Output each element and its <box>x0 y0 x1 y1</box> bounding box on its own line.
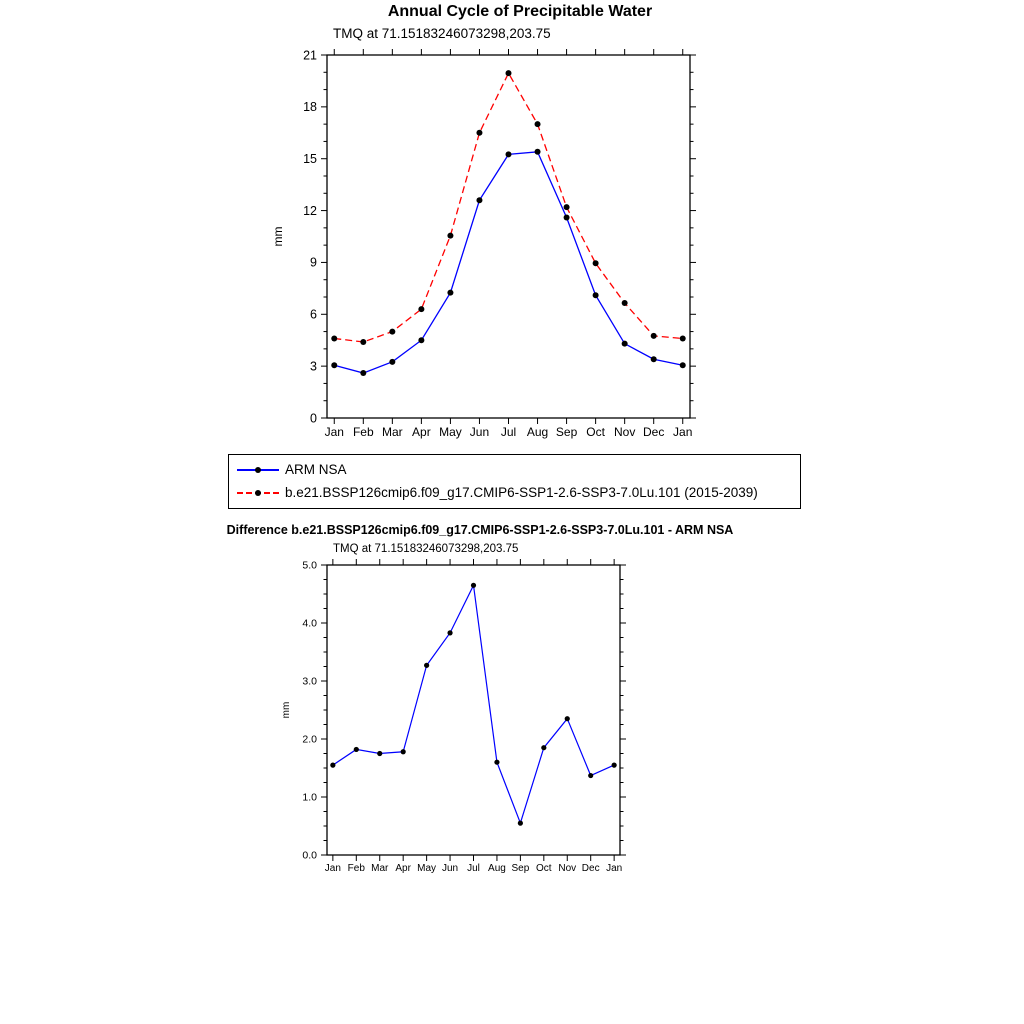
svg-text:mm: mm <box>281 701 292 719</box>
svg-text:Jun: Jun <box>441 863 459 874</box>
svg-text:Jan: Jan <box>606 863 623 874</box>
svg-text:Jan: Jan <box>324 863 341 874</box>
svg-text:0: 0 <box>310 411 317 426</box>
svg-text:3.0: 3.0 <box>302 675 317 688</box>
svg-text:2.0: 2.0 <box>302 733 317 746</box>
svg-text:12: 12 <box>303 203 317 218</box>
svg-text:Jul: Jul <box>467 863 480 874</box>
svg-text:0.0: 0.0 <box>302 849 317 862</box>
svg-text:Oct: Oct <box>536 863 552 874</box>
annual-cycle-chart <box>260 45 710 445</box>
chart2-title: Difference b.e21.BSSP126cmip6.f09_g17.CMIP6-SSP1-2.6-SSP3-7.0Lu.101 - ARM NSA <box>226 523 734 537</box>
svg-text:15: 15 <box>303 151 317 166</box>
svg-text:mm: mm <box>271 226 285 247</box>
svg-text:Sep: Sep <box>555 425 578 439</box>
svg-text:9: 9 <box>310 255 317 270</box>
svg-text:Apr: Apr <box>395 863 411 874</box>
legend-item-model <box>229 481 800 504</box>
svg-text:Nov: Nov <box>613 425 636 439</box>
legend-label-arm-nsa: ARM NSA <box>285 462 347 477</box>
legend-marker-dot <box>255 467 261 473</box>
svg-text:Feb: Feb <box>352 425 374 439</box>
svg-text:May: May <box>417 863 437 874</box>
svg-text:Mar: Mar <box>382 425 403 439</box>
chart1-subtitle: TMQ at 71.15183246073298,203.75 <box>333 26 551 41</box>
svg-text:Mar: Mar <box>371 863 389 874</box>
chart1-title: Annual Cycle of Precipitable Water <box>387 3 653 20</box>
legend-line-sample-blue <box>237 469 279 471</box>
legend-box <box>228 454 801 509</box>
svg-text:Sep: Sep <box>511 863 530 874</box>
legend-line-sample-red <box>237 492 279 494</box>
legend-marker-dot <box>255 490 261 496</box>
svg-text:Feb: Feb <box>347 863 365 874</box>
svg-text:Jan: Jan <box>673 425 693 439</box>
svg-text:Jul: Jul <box>500 425 517 439</box>
legend-label-model: b.e21.BSSP126cmip6.f09_g17.CMIP6-SSP1-2.6-SSP3-7.0Lu.101 (2015-2039) <box>285 485 758 500</box>
svg-text:Jan: Jan <box>324 425 344 439</box>
legend-item-arm-nsa <box>229 458 800 481</box>
svg-text:18: 18 <box>303 100 317 115</box>
svg-text:3: 3 <box>310 359 317 374</box>
difference-chart <box>270 558 650 876</box>
svg-text:Nov: Nov <box>558 863 577 874</box>
svg-text:4.0: 4.0 <box>302 617 317 630</box>
svg-text:5.0: 5.0 <box>302 559 317 572</box>
svg-text:Dec: Dec <box>581 863 600 874</box>
svg-text:Aug: Aug <box>488 863 506 874</box>
svg-text:Aug: Aug <box>526 425 549 439</box>
svg-text:Oct: Oct <box>586 425 605 439</box>
svg-text:1.0: 1.0 <box>302 791 317 804</box>
svg-text:Apr: Apr <box>412 425 431 439</box>
chart2-subtitle: TMQ at 71.15183246073298,203.75 <box>333 543 519 555</box>
svg-text:Dec: Dec <box>643 425 665 439</box>
svg-text:6: 6 <box>310 307 317 322</box>
svg-text:May: May <box>439 425 462 439</box>
svg-text:Jun: Jun <box>469 425 490 439</box>
svg-text:21: 21 <box>303 48 317 63</box>
